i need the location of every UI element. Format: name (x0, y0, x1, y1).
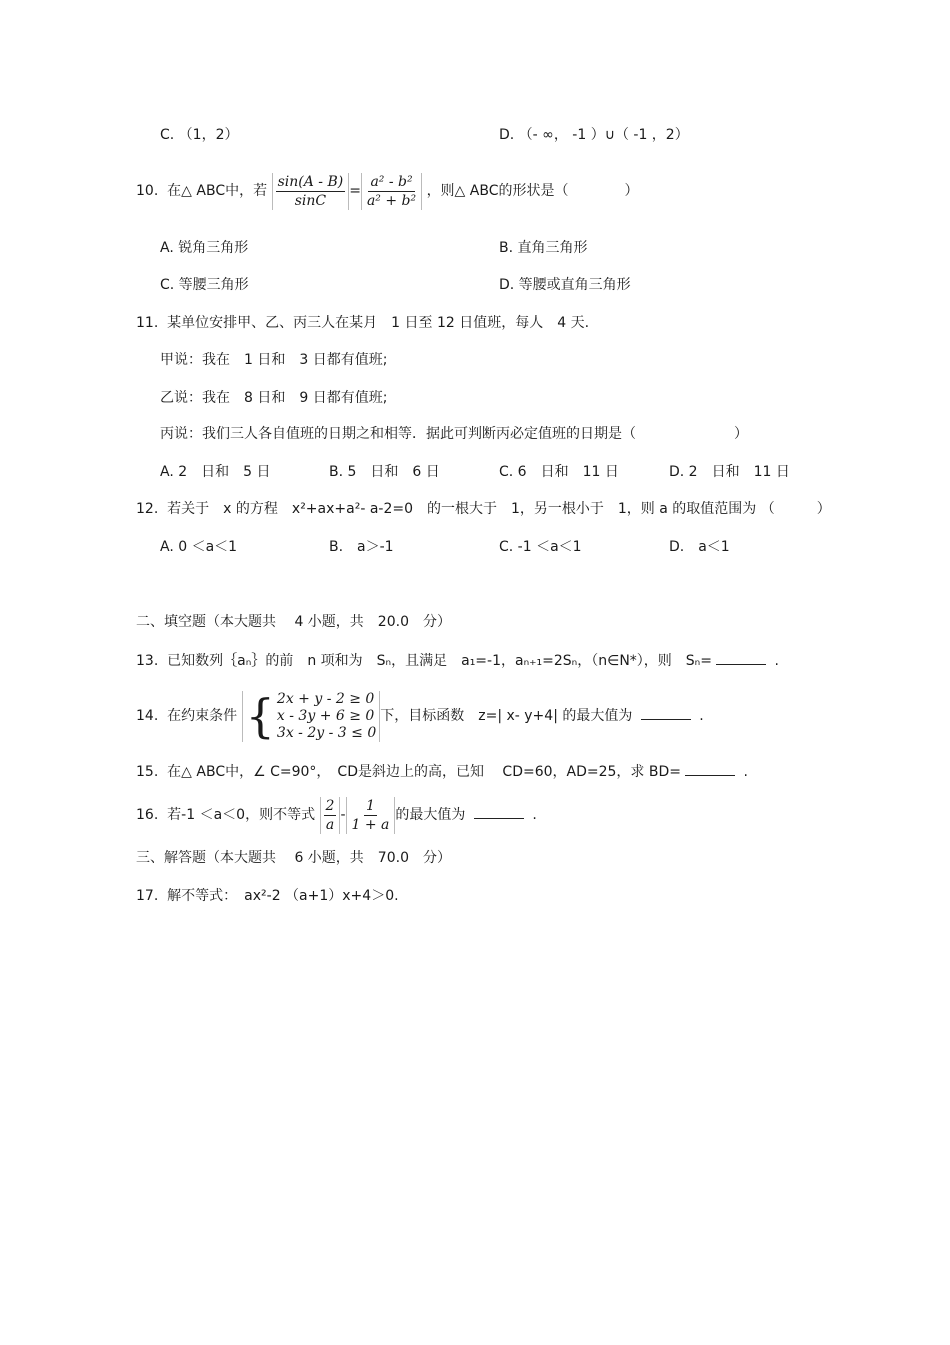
q9-option-c: C. （1，2） (160, 127, 239, 143)
constraint-rows (277, 691, 376, 742)
question-stem-suffix: 下，目标函数 z=| x- y+4| 的最大值为 (380, 708, 633, 724)
fraction-numerator: sin(A - B) (277, 173, 344, 190)
question-stem-prefix: 若-1 ＜a＜0，则不等式 (167, 807, 316, 823)
question-number: 11. (136, 315, 159, 331)
question-stem: 解不等式： ax²-2 （a+1）x+4＞0. (167, 888, 399, 904)
question-number: 16. (136, 807, 159, 823)
period: . (699, 708, 704, 724)
left-brace-icon: { (245, 689, 275, 743)
constraint-row: 2x + y - 2 ≥ 0 (276, 690, 375, 707)
question-13 (136, 650, 779, 671)
section-heading-solutions: 三、解答题（本大题共 6 小题，共 70.0 分） (136, 850, 451, 866)
minus-sign: - (340, 807, 346, 823)
fraction-denominator: sinC (294, 192, 327, 209)
fraction-denominator: a² + b² (366, 192, 417, 209)
constraint-row: x - 3y + 6 ≥ 0 (276, 707, 375, 724)
answer-blank[interactable] (641, 705, 691, 720)
q9-option-d: D. （- ∞， -1 ）∪（ -1 ，2） (499, 127, 689, 143)
question-stem-prefix: 在△ ABC中，若 (167, 183, 268, 199)
constraint-row: 3x - 2y - 3 ≤ 0 (276, 724, 377, 741)
question-stem-suffix: 的最大值为 (395, 807, 466, 823)
question-number: 15. (136, 764, 159, 780)
answer-blank[interactable] (474, 804, 524, 819)
q11-option-d: D. 2 日和 11 日 (669, 464, 790, 480)
question-16 (136, 792, 537, 838)
question-number: 14. (136, 708, 159, 724)
question-stem-suffix: ，则△ ABC的形状是（ ） (426, 183, 639, 199)
one-over-one-plus-a-fraction (346, 797, 396, 834)
q12-option-b: B. a＞-1 (329, 539, 394, 555)
question-number: 10. (136, 183, 159, 199)
two-over-a-fraction (320, 797, 341, 834)
question-number: 12. (136, 501, 159, 517)
constraint-system (242, 691, 381, 742)
question-10 (136, 166, 639, 216)
q12-option-c: C. -1 ＜a＜1 (499, 539, 582, 555)
q10-option-a: A. 锐角三角形 (160, 240, 249, 256)
period: . (532, 807, 537, 823)
answer-blank[interactable] (716, 650, 766, 665)
period: . (774, 653, 779, 669)
question-stem: 某单位安排甲、乙、丙三人在某月 1 日至 12 日值班，每人 4 天. (167, 315, 590, 331)
q11-option-b: B. 5 日和 6 日 (329, 464, 440, 480)
question-12 (136, 499, 831, 519)
q11-option-a: A. 2 日和 5 日 (160, 464, 271, 480)
statement-bing: 丙说：我们三人各自值班的日期之和相等．据此可判断丙必定值班的日期是（ ） (160, 426, 748, 442)
question-stem: 若关于 x 的方程 x²+ax+a²- a-2=0 的一根大于 1，另一根小于 1，则 a 的取值范围为 （ ） (167, 501, 831, 517)
q10-option-c: C. 等腰三角形 (160, 277, 249, 293)
answer-blank[interactable] (685, 761, 735, 776)
fraction-numerator: 2 (325, 797, 335, 814)
question-14 (136, 688, 704, 744)
question-17 (136, 886, 399, 906)
fraction-numerator: 1 (366, 797, 375, 814)
q12-option-a: A. 0 ＜a＜1 (160, 539, 238, 555)
question-number: 13. (136, 653, 159, 669)
fraction-numerator: a² - b² (370, 173, 413, 190)
period: . (743, 764, 748, 780)
section-heading-fill-in: 二、填空题（本大题共 4 小题，共 20.0 分） (136, 614, 451, 630)
ab-fraction (361, 173, 422, 210)
q12-option-d: D. a＜1 (669, 539, 730, 555)
q10-option-b: B. 直角三角形 (499, 240, 588, 256)
question-11 (136, 313, 589, 333)
question-stem: 已知数列｛aₙ｝的前 n 项和为 Sₙ，且满足 a₁=-1，aₙ₊₁=2Sₙ，（n∈N*），则 Sₙ= (167, 653, 712, 669)
question-15 (136, 761, 748, 782)
q11-option-c: C. 6 日和 11 日 (499, 464, 619, 480)
fraction-denominator: a (325, 816, 335, 833)
fraction-denominator: 1 + a (351, 816, 390, 833)
q10-option-d: D. 等腰或直角三角形 (499, 277, 631, 293)
statement-jia: 甲说：我在 1 日和 3 日都有值班; (160, 352, 388, 368)
sin-fraction (272, 173, 350, 210)
question-stem: 在△ ABC中，∠ C=90°， CD是斜边上的高，已知 CD=60，AD=25，求 BD= (167, 764, 681, 780)
question-stem-prefix: 在约束条件 (167, 708, 238, 724)
statement-yi: 乙说：我在 8 日和 9 日都有值班; (160, 390, 388, 406)
equals-sign: = (349, 183, 361, 199)
question-number: 17. (136, 888, 159, 904)
